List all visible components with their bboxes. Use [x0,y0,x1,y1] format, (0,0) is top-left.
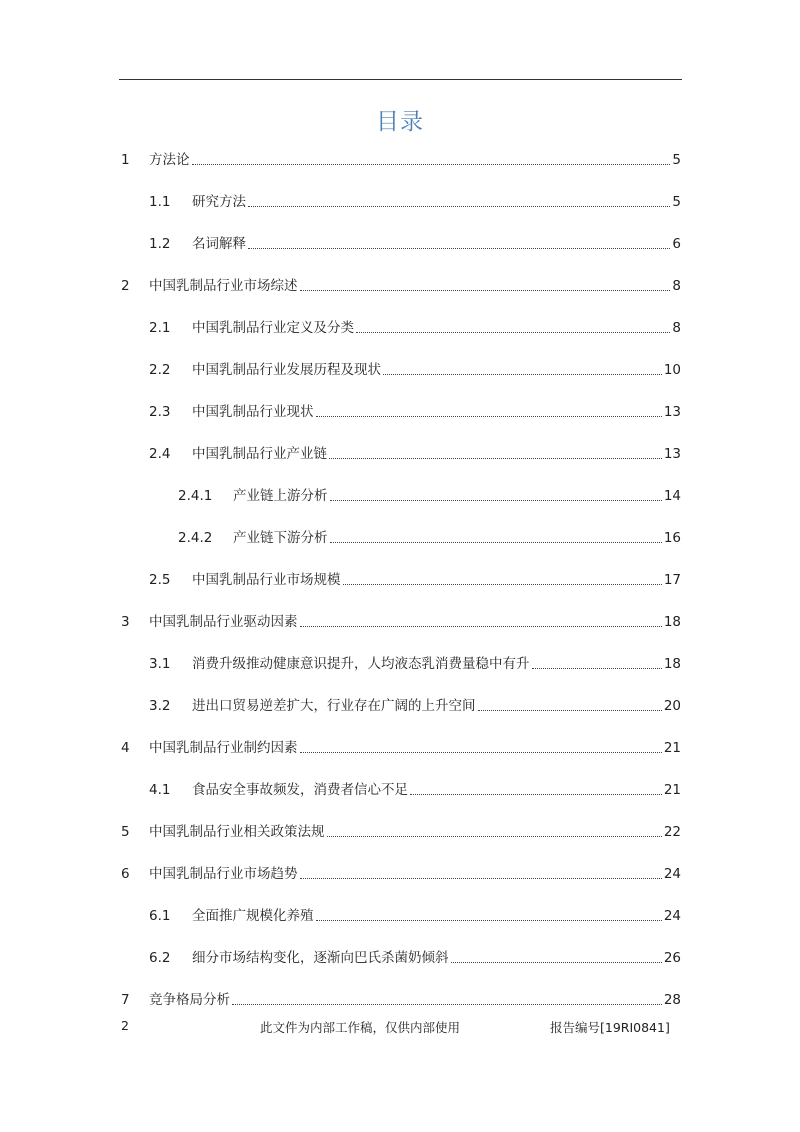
toc-entry-page: 14 [663,488,681,504]
toc-leader [329,458,662,459]
toc-entry-page: 13 [663,404,681,420]
toc-entry-title: 细分市场结构变化，逐渐向巴氏杀菌奶倾斜 [192,950,449,966]
toc-entry-number: 1.1 [149,194,171,210]
toc-entry-number: 4.1 [149,782,171,798]
toc-leader [383,374,662,375]
toc-entry-number: 3.1 [149,656,171,672]
toc-entry-title: 名词解释 [192,236,246,252]
toc-entry[interactable] [149,192,681,212]
toc-entry-page: 8 [672,278,681,294]
toc-entry[interactable] [149,906,681,926]
toc-entry[interactable] [121,150,681,170]
toc-entry[interactable] [149,360,681,380]
toc-entry-title: 中国乳制品行业发展历程及现状 [192,362,381,378]
toc-entry-number: 3.2 [149,698,171,714]
toc-entry[interactable] [121,990,681,1010]
toc-entry-page: 22 [663,824,681,840]
toc-leader [300,290,671,291]
toc-entry-number: 2.4.1 [178,488,213,504]
toc-entry-number: 5 [121,824,130,840]
toc-entry[interactable] [149,696,681,716]
toc-entry-page: 21 [663,782,681,798]
toc-entry-number: 6 [121,866,130,882]
toc-leader [300,752,662,753]
toc-entry[interactable] [121,822,681,842]
toc-entry-number: 6.2 [149,950,171,966]
toc-leader [192,164,671,165]
toc-entry[interactable] [121,738,681,758]
toc-entry-title: 中国乳制品行业相关政策法规 [149,824,325,840]
toc-entry[interactable] [149,948,681,968]
toc-entry[interactable] [149,402,681,422]
toc-entry-page: 10 [663,362,681,378]
toc-entry[interactable] [178,486,681,506]
toc-leader [316,416,662,417]
toc-entry[interactable] [121,612,681,632]
toc-entry-title: 中国乳制品行业定义及分类 [192,320,354,336]
toc-entry-page: 24 [663,908,681,924]
footer-report-id: 报告编号[19RI0841] [550,1020,670,1035]
toc-entry-number: 2.1 [149,320,171,336]
toc-entry-page: 20 [663,698,681,714]
toc-leader [410,794,662,795]
toc-entry-page: 6 [672,236,681,252]
toc-entry-title: 全面推广规模化养殖 [192,908,314,924]
toc-entry-page: 8 [672,320,681,336]
toc-entry-number: 2.2 [149,362,171,378]
toc-entry-page: 16 [663,530,681,546]
toc-leader [356,332,670,333]
toc-entry-number: 6.1 [149,908,171,924]
footer-page-number: 2 [121,1018,129,1033]
toc-entry-number: 1 [121,152,130,168]
toc-leader [300,626,662,627]
toc-entry[interactable] [149,780,681,800]
toc-leader [343,584,662,585]
toc-entry-number: 4 [121,740,130,756]
toc-entry-number: 2.3 [149,404,171,420]
toc-entry[interactable] [149,570,681,590]
toc-entry-page: 24 [663,866,681,882]
toc-entry-title: 食品安全事故频发，消费者信心不足 [192,782,408,798]
toc-leader [532,668,662,669]
toc-leader [327,836,662,837]
toc-leader [451,962,662,963]
toc-entry[interactable] [149,444,681,464]
toc-entry-title: 中国乳制品行业产业链 [192,446,327,462]
toc-entry[interactable] [149,234,681,254]
toc-entry-title: 方法论 [149,152,190,168]
toc-entry-page: 18 [663,614,681,630]
toc-entry-title: 中国乳制品行业市场综述 [149,278,298,294]
toc-title: 目录 [376,109,424,135]
toc-entry-page: 5 [672,152,681,168]
toc-entry-page: 28 [663,992,681,1008]
toc-entry-page: 17 [663,572,681,588]
toc-entry-title: 中国乳制品行业驱动因素 [149,614,298,630]
toc-entry[interactable] [149,654,681,674]
toc-entry-number: 3 [121,614,130,630]
toc-entry-number: 1.2 [149,236,171,252]
toc-leader [248,206,670,207]
toc-entry[interactable] [121,864,681,884]
toc-entry-title: 产业链上游分析 [233,488,328,504]
toc-entry[interactable] [178,528,681,548]
toc-leader [232,1004,662,1005]
toc-entry-number: 2.4 [149,446,171,462]
toc-entry[interactable] [121,276,681,296]
toc-entry-number: 2.5 [149,572,171,588]
toc-entry[interactable] [149,318,681,338]
toc-entry-title: 竞争格局分析 [149,992,230,1008]
toc-entry-page: 26 [663,950,681,966]
toc-entry-page: 13 [663,446,681,462]
toc-leader [316,920,662,921]
toc-entry-title: 研究方法 [192,194,246,210]
toc-entry-page: 21 [663,740,681,756]
toc-entry-title: 消费升级推动健康意识提升，人均液态乳消费量稳中有升 [192,656,530,672]
toc-entry-page: 18 [663,656,681,672]
toc-entry-number: 2.4.2 [178,530,213,546]
toc-entry-number: 7 [121,992,130,1008]
toc-entry-title: 中国乳制品行业市场趋势 [149,866,298,882]
footer-confidential-notice: 此文件为内部工作稿，仅供内部使用 [260,1020,461,1035]
toc-entry-page: 5 [672,194,681,210]
toc-entry-title: 中国乳制品行业市场规模 [192,572,341,588]
toc-entry-title: 中国乳制品行业现状 [192,404,314,420]
toc-entry-title: 产业链下游分析 [233,530,328,546]
toc-entry-title: 中国乳制品行业制约因素 [149,740,298,756]
toc-leader [330,542,662,543]
toc-leader [248,248,670,249]
toc-entry-number: 2 [121,278,130,294]
toc-leader [478,710,662,711]
toc-leader [330,500,662,501]
toc-leader [300,878,662,879]
header-rule [119,79,682,80]
toc-entry-title: 进出口贸易逆差扩大，行业存在广阔的上升空间 [192,698,476,714]
